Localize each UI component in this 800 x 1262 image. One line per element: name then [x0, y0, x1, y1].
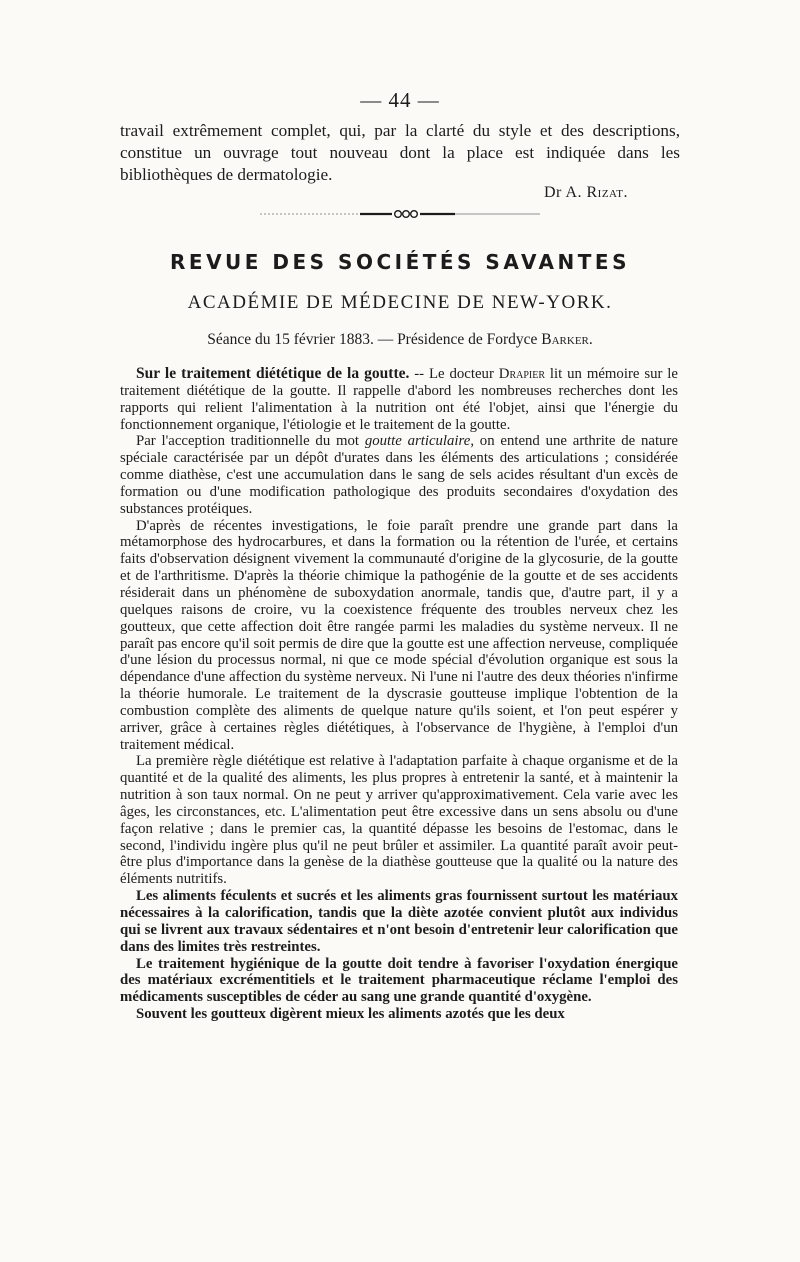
- intro-text: travail extrêmement complet, qui, par la clarté du style et des descriptions, constitue un ouvrage tout nouveau dont la place est indiquée dans les bibliothèques de dermatologie.: [120, 121, 680, 184]
- article-lead-dash: -- Le docteur: [409, 366, 499, 382]
- article-author: Drapier: [498, 366, 546, 382]
- session-text: Séance du 15 février 1883. — Présidence de Fordyce: [207, 331, 542, 348]
- article-paragraph-1: [120, 366, 678, 433]
- article-p2-rest: , on entend une arthrite de nature spéciale caractérisée par un dépôt d'urates dans les éléments des articulations ; considérée comme diathèse, c'est une accumulation dans le sang de sels acides résultant d'un excès de formation ou d'une modification pathologique des produits secondaires d'oxydation des substances protéiques.: [120, 433, 678, 517]
- signature-name: Rizat.: [586, 184, 628, 201]
- article-paragraph-2: [120, 433, 678, 517]
- session-line: [0, 331, 800, 349]
- article-paragraph-4: La première règle diététique est relative à l'adaptation parfaite à chaque organisme et de la quantité et de la qualité des aliments, les plus propres à entretenir la santé, et à maintenir la nutrition à son taux normal. On ne peut y arriver qu'approximativement. Cela varie avec les âges, les circonstances, etc. L'alimentation peut être excessive dans un sens absolu ou d'une façon relative ; dans le premier cas, la quantité dépasse les besoins de l'estomac, dans le second, l'individu ingère plus qu'il ne peut brûler et assimiler. La quantité paraît avoir peut-être plus d'importance dans la genèse de la diathèse goutteuse que la qualité ou la nature des éléments nutritifs.: [120, 753, 678, 888]
- page-number: — 44 —: [360, 88, 440, 112]
- article-p2-start: Par l'acception traditionnelle du mot: [136, 433, 365, 450]
- article-paragraph-3: D'après de récentes investigations, le foie paraît prendre une grande part dans la métamorphose des hydrocarbures, et dans la formation ou la rétention de l'urée, et certains faits d'observation désignent vivement la communauté d'origine de la glycosurie, de la goutte et de l'arthritisme. D'après la théorie chimique la pathogénie de la goutte et de ses accidents résiderait dans un phénomène de suboxydation anormale, tandis que, d'autre part, il y a quelques raisons de croire, vu la coexistence fréquente des troubles nerveux chez les goutteux, que cette affection doit être rangée parmi les maladies du système nerveux. Il ne paraît pas encore qu'il soit permis de dire que la goutte est une affection nerveuse, compliquée d'une lésion du processus normal, ni que ce mode spécial d'évolution organique est sous la dépendance d'une affection du système nerveux. Ni l'une ni l'autre des deux théories n'infirme la théorie humorale. Le traitement de la dyscrasie goutteuse implique l'obtention de la combustion complète des aliments de quelque nature qu'ils soient, et l'on peut espérer y arriver, grâce à certaines règles diététiques, à l'observance de l'hygiène, à l'emploi d'un traitement médical.: [120, 517, 678, 753]
- article-paragraph-7: Souvent les goutteux digèrent mieux les aliments azotés que les deux: [136, 1006, 565, 1023]
- section-title: REVUE DES SOCIÉTÉS SAVANTES: [170, 250, 630, 274]
- signature: [400, 184, 628, 202]
- intro-paragraph: [120, 120, 680, 186]
- article-paragraph-5: Les aliments féculents et sucrés et les aliments gras fournissent surtout les matériaux nécessaires à la calorification, tandis que la diète azotée convient plutôt aux individus qui se livrent aux travaux sédentaires et n'ont besoin d'entretenir leur calorification que dans des limites très restreintes.: [120, 888, 678, 955]
- signature-prefix: Dr A.: [543, 184, 587, 201]
- article-p2-italic: goutte articulaire: [364, 433, 471, 450]
- ornamental-divider: [260, 207, 540, 221]
- academy-heading: ACADÉMIE DE MÉDECINE DE NEW-YORK.: [187, 292, 613, 313]
- article-p1-text: lit un mémoire sur le traitement diététique de la goutte. Il rappelle d'abord les nombreuses recherches dont les rapports qui relient l'alimentation à la nutrition ont été l'objet, ainsi que l'énergie du fonctionnement organique, l'étiologie et le traitement de la goutte.: [120, 366, 678, 433]
- article-paragraph-6: Le traitement hygiénique de la goutte doit tendre à favoriser l'oxydation énergique des matériaux excrémentitiels et le traitement pharmaceutique réclame l'emploi des médicaments susceptibles de céder au sang une grande quantité d'oxygène.: [120, 955, 678, 1006]
- article-lead-title: Sur le traitement diététique de la goutte.: [136, 365, 410, 382]
- article-body: [120, 366, 678, 1023]
- session-president: Barker.: [541, 331, 593, 348]
